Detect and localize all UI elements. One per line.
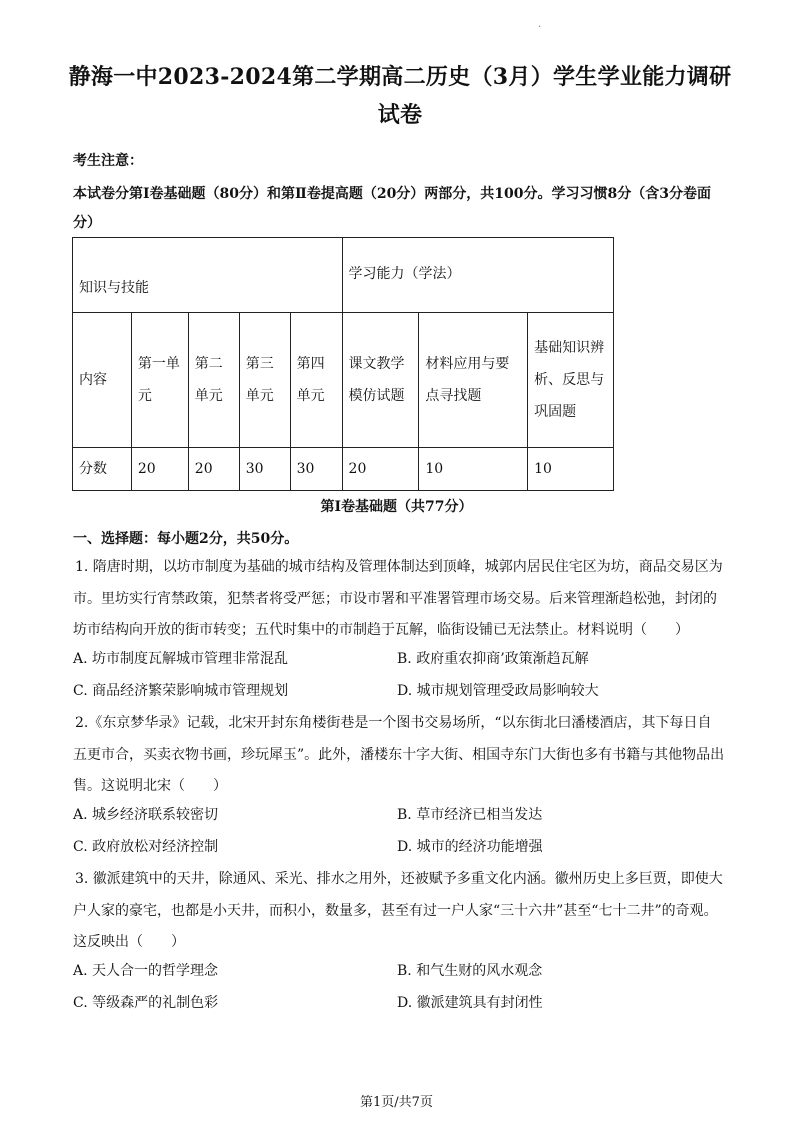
section-title: 第Ⅰ卷基础题（共77分） [320, 499, 473, 515]
question-1-option-a[interactable]: A. 坊市制度瓦解城市管理非常混乱 [73, 651, 289, 667]
score-cell: 20 [131, 448, 188, 491]
row-score-label: 分数 [73, 448, 132, 491]
notice-heading: 考生注意： [73, 153, 143, 169]
question-3-option-a[interactable]: A. 天人合一的哲学理念 [73, 963, 219, 979]
question-2-option-d[interactable]: D. 城市的经济功能增强 [397, 839, 543, 855]
score-cell: 20 [188, 448, 239, 491]
column-header: 第一单元 [131, 313, 188, 448]
score-cell: 20 [342, 448, 419, 491]
column-header: 第二单元 [188, 313, 239, 448]
corner-mark: · [538, 22, 542, 33]
question-3-option-d[interactable]: D. 徽派建筑具有封闭性 [397, 995, 543, 1011]
page-footer: 第1页/共7页 [360, 1095, 433, 1110]
column-header: 第三单元 [239, 313, 290, 448]
row-content-label: 内容 [73, 313, 132, 448]
score-cell: 10 [419, 448, 528, 491]
column-header: 基础知识辨析、反思与巩固题 [528, 313, 614, 448]
question-2-stem: 2.《东京梦华录》记载，北宋开封东角楼街巷是一个图书交易场所，“以东街北曰潘楼酒店，其下每日自五更市合，买卖衣物书画，珍玩犀玉”。此外，潘楼东十字大街、相国寺东门大街也多有书籍与其他物品出售。这说明北宋（ ） [73, 715, 725, 794]
question-2-option-b[interactable]: B. 草市经济已相当发达 [397, 807, 543, 823]
question-3-option-c[interactable]: C. 等级森严的礼制色彩 [73, 995, 219, 1011]
exam-title: 静海一中2023-2024第二学期高二历史（3月）学生学业能力调研试卷 [68, 64, 732, 128]
question-1-option-b[interactable]: B. 政府重农抑商’政策渐趋瓦解 [397, 651, 589, 667]
question-1-option-d[interactable]: D. 城市规划管理受政局影响较大 [397, 683, 599, 699]
part-title: 一、选择题：每小题2分，共50分。 [73, 531, 299, 547]
column-header: 第四单元 [290, 313, 342, 448]
question-3-option-b[interactable]: B. 和气生财的风水观念 [397, 963, 543, 979]
question-1-stem: 1. 隋唐时期，以坊市制度为基础的城市结构及管理体制达到顶峰，城郭内居民住宅区为坊，商品交易区为市。里坊实行宵禁政策，犯禁者将受严惩；市设市署和平准署管理市场交易。后来管理渐趋松弛，封闭的坊市结构向开放的街市转变；五代时集中的市制趋于瓦解，临街设铺已无法禁止。材料说明（ ） [73, 559, 723, 638]
question-3-stem: 3. 徽派建筑中的天井，除通风、采光、排水之用外，还被赋予多重文化内涵。徽州历史上多巨贾，即使大户人家的豪宅，也都是小天井，而积小，数量多，甚至有过一户人家“三十六井”甚至“七十二井”的奇观。这反映出（ ） [73, 871, 723, 950]
notice-text: 本试卷分第Ⅰ卷基础题（80分）和第Ⅱ卷提高题（20分）两部分，共100分。学习习惯8分（含3分卷面分） [73, 186, 712, 231]
score-cell: 10 [528, 448, 614, 491]
question-2-option-c[interactable]: C. 政府放松对经济控制 [73, 839, 219, 855]
question-1-option-c[interactable]: C. 商品经济繁荣影响城市管理规划 [73, 683, 289, 699]
score-cell: 30 [239, 448, 290, 491]
group-knowledge: 知识与技能 [73, 238, 343, 313]
column-header: 课文教学模仿试题 [342, 313, 419, 448]
question-2-option-a[interactable]: A. 城乡经济联系较密切 [73, 807, 219, 823]
score-table [72, 237, 614, 491]
column-header: 材料应用与要点寻找题 [419, 313, 528, 448]
group-ability: 学习能力（学法） [342, 238, 613, 313]
score-cell: 30 [290, 448, 342, 491]
